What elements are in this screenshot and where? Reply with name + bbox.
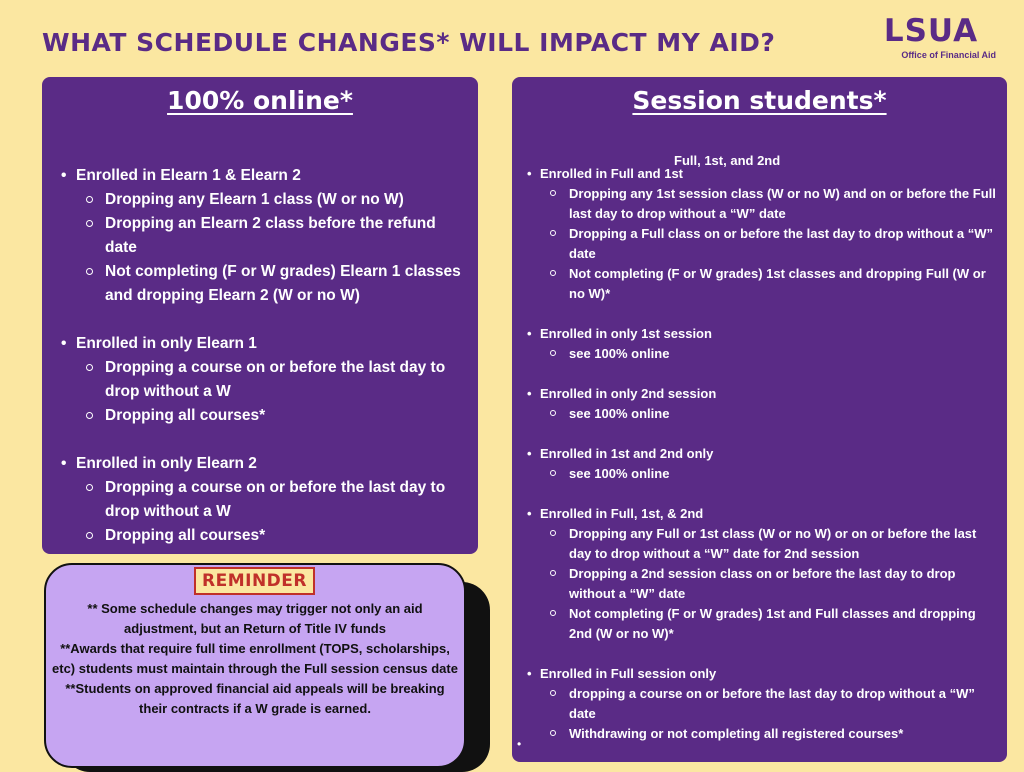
group-label: Enrolled in Full session only — [540, 666, 717, 681]
circle-bullet-icon — [550, 470, 556, 476]
bullet-dot: • — [527, 326, 532, 341]
list-item: Dropping a course on or before the last day to drop without a W — [86, 356, 471, 404]
circle-bullet-icon — [550, 530, 556, 536]
list-group — [522, 324, 1000, 364]
list-group — [522, 444, 1000, 484]
bullet-dot: • — [527, 666, 532, 681]
list-item: see 100% online — [550, 404, 1000, 424]
circle-bullet-icon — [550, 610, 556, 616]
list-group — [522, 664, 1000, 744]
lsua-logo — [866, 14, 996, 64]
circle-bullet-icon — [550, 190, 556, 196]
list-group — [56, 332, 471, 428]
session-list — [522, 164, 1000, 744]
bullet-dot: • — [527, 166, 532, 181]
bullet-dot: • — [527, 506, 532, 521]
circle-bullet-icon — [550, 350, 556, 356]
circle-bullet-icon — [550, 730, 556, 736]
bullet-dot: • — [527, 446, 532, 461]
group-label: Enrolled in only 1st session — [540, 326, 712, 341]
circle-bullet-icon — [86, 268, 93, 275]
reminder-note: **Students on approved financial aid appeals will be breaking their contracts if a W grade is earned. — [65, 681, 445, 716]
reminder-box — [44, 563, 466, 768]
stray-bullet: • — [517, 737, 522, 751]
circle-bullet-icon — [86, 364, 93, 371]
circle-bullet-icon — [550, 570, 556, 576]
list-item: see 100% online — [550, 344, 1000, 364]
bullet-dot: • — [61, 167, 67, 184]
list-item: Dropping any Elearn 1 class (W or no W) — [86, 188, 471, 212]
online-list — [56, 164, 471, 548]
group-label: Enrolled in only 2nd session — [540, 386, 717, 401]
circle-bullet-icon — [86, 196, 93, 203]
circle-bullet-icon — [550, 270, 556, 276]
list-item: Dropping any 1st session class (W or no W) and on or before the Full last day to drop without a “W” date — [550, 184, 1000, 224]
page-title: WHAT SCHEDULE CHANGES* WILL IMPACT MY AID? — [42, 28, 776, 57]
group-label: Enrolled in 1st and 2nd only — [540, 446, 714, 461]
list-item: Dropping any Full or 1st class (W or no W) or on or before the last day to drop without a “W” date for 2nd session — [550, 524, 1000, 564]
online-heading: 100% online* — [167, 86, 353, 115]
list-item: Dropping a Full class on or before the last day to drop without a “W” date — [550, 224, 1000, 264]
circle-bullet-icon — [550, 410, 556, 416]
session-overlay-label: Full, 1st, and 2nd — [674, 153, 781, 168]
online-panel — [42, 77, 478, 554]
list-item: Dropping an Elearn 2 class before the refund date — [86, 212, 471, 260]
list-item: Withdrawing or not completing all registered courses* — [550, 724, 1000, 744]
circle-bullet-icon — [86, 412, 93, 419]
list-item: Not completing (F or W grades) Elearn 1 classes and dropping Elearn 2 (W or no W) — [86, 260, 471, 308]
circle-bullet-icon — [550, 230, 556, 236]
list-group — [56, 452, 471, 548]
circle-bullet-icon — [86, 532, 93, 539]
list-item: Dropping a 2nd session class on or before the last day to drop without a “W” date — [550, 564, 1000, 604]
bullet-dot: • — [527, 386, 532, 401]
group-label: Enrolled in only Elearn 2 — [76, 455, 257, 472]
list-group — [522, 384, 1000, 424]
logo-wordmark: LSUA — [883, 13, 979, 49]
circle-bullet-icon — [86, 484, 93, 491]
list-group — [522, 164, 1000, 304]
list-item: Dropping a course on or before the last day to drop without a W — [86, 476, 471, 524]
group-label: Enrolled in only Elearn 1 — [76, 335, 257, 352]
list-item: Dropping all courses* — [86, 404, 471, 428]
session-heading: Session students* — [632, 86, 887, 115]
list-group — [56, 164, 471, 308]
list-item: Dropping all courses* — [86, 524, 471, 548]
reminder-label: REMINDER — [194, 567, 315, 595]
list-item: Not completing (F or W grades) 1st classes and dropping Full (W or no W)* — [550, 264, 1000, 304]
list-item: Not completing (F or W grades) 1st and Full classes and dropping 2nd (W or no W)* — [550, 604, 1000, 644]
list-item: dropping a course on or before the last day to drop without a “W” date — [550, 684, 1000, 724]
reminder-note: **Awards that require full time enrollment (TOPS, scholarships, etc) students must maintain through the Full session census date — [52, 641, 458, 676]
bullet-dot: • — [61, 335, 67, 352]
circle-bullet-icon — [86, 220, 93, 227]
reminder-notes — [50, 599, 460, 719]
group-label: Enrolled in Full, 1st, & 2nd — [540, 506, 704, 521]
session-panel — [512, 77, 1007, 762]
list-group — [522, 504, 1000, 644]
logo-subtitle: Office of Financial Aid — [901, 50, 996, 60]
reminder-note: ** Some schedule changes may trigger not only an aid adjustment, but an Return of Title IV funds — [87, 601, 423, 636]
bullet-dot: • — [61, 455, 67, 472]
circle-bullet-icon — [550, 690, 556, 696]
group-label: Enrolled in Elearn 1 & Elearn 2 — [76, 167, 301, 184]
list-item: see 100% online — [550, 464, 1000, 484]
group-label: Enrolled in Full and 1st — [540, 166, 684, 181]
